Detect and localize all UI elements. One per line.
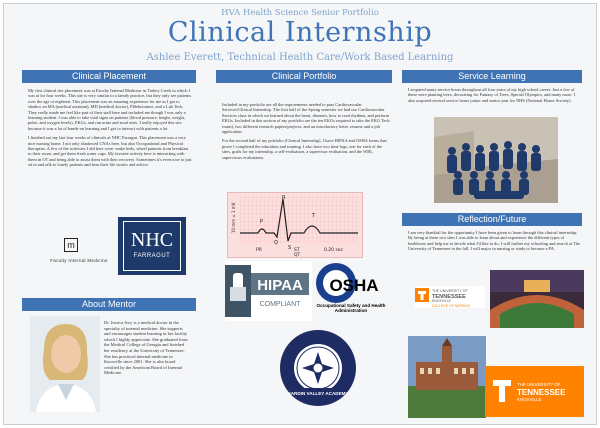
reflection-future-heading: Reflection/Future <box>402 213 582 226</box>
clinical-placement-text <box>28 88 192 212</box>
ut-bottom-name: TENNESSEE <box>517 388 566 397</box>
clinical-placement-paragraph-1: My first clinical site placement was at Faculty Internal Medicine in Turkey Creek in which I was at for four weeks. This site is very similar to a family practice, but they only see patients over the age of eighteen. This placement was an amazing experience for me as I got to shadow an MA (medical assistant), MD (medical doctor), Phlebotomist, and a Lab Tech. They really made me feel like part of their staff here and included me though I was only a learning student. I was able to take vital signs on patients (blood pressure, height, weight, pulse, and oxygen levels), EKGs, and run urine and stool tests. I really enjoyed this site because it was a lot of hands-on learning and I got to interact with patients a lot. <box>28 88 192 131</box>
ecg-y-axis-label: 10 mm = 1 mV <box>231 202 236 233</box>
ecg-label-p: P <box>260 219 264 225</box>
nhc-logo-subtext: FARRAGUT <box>133 253 171 259</box>
clinical-portfolio-text <box>222 102 390 192</box>
ut-logo-city: KNOXVILLE <box>432 299 451 303</box>
ecg-label-qt: QT <box>294 253 301 257</box>
ut-campus-photo-stadium <box>490 270 584 328</box>
reflection-future-text: I am very thankful for the opportunity I have been given to learn through this clinical internship. By being at these two sites I was able to learn about and experience the different types of healthcare and help me to decide what I'd like to do. I will further my schooling and search at The University of Tennessee in the fall. I will major in nursing or study to become a PA. <box>408 230 580 252</box>
clinical-portfolio-paragraph-2: For the second half of my portfolio (Clinical Internship), I have HIPAA and OSHA forms that prove I completed the education and training. I also have two time logs, one for each of the sites, goals for my internship, a self-evaluation, a supervisor evaluation, and the WBL supervisors evaluations. <box>222 138 387 160</box>
service-learning-group-photo <box>434 117 558 203</box>
poster-title: Clinical Internship <box>167 17 433 48</box>
clinical-portfolio-paragraph-1: Included in my portfolio are all the requirements needed to pass Cardiovascular Services/Clinical Internship. The first half of the Spring semester we had our Cardiovascular Services class in which we learned about the heart, diseases, how to read rhythms, and perform EKGs. Included in this section of my portfolio are the ten EKGs required to take the EKG Tech exam), two different research papers/projects, and an introductory letter, resume and a job application. <box>222 102 390 135</box>
university-of-tennessee-knoxville-logo <box>485 366 584 417</box>
service-learning-heading: Service Learning <box>402 70 582 83</box>
ut-logo-college: COLLEGE OF NURSING <box>432 304 471 308</box>
osha-logo-text: OSHA <box>329 276 379 295</box>
hipaa-logo-subtext: COMPLIANT <box>259 301 301 308</box>
mentor-photo <box>30 316 100 412</box>
faculty-internal-medicine-logo-text: Faculty Internal Medicine <box>50 258 108 263</box>
service-learning-text: I acquired many service hours throughout all four years of my high school career. Just a few of these were planting trees, decorating for Fantasy of Trees, Special Olympics, and many more. I also acquired several service hours junior and senior year for NHS (National Honor Society). <box>408 87 576 103</box>
ut-campus-photo-building <box>408 336 486 418</box>
ut-logo-the: THE UNIVERSITY OF <box>432 289 468 293</box>
ecg-label-q: Q <box>274 240 278 246</box>
osha-logo <box>314 261 386 321</box>
hipaa-compliant-logo <box>225 261 312 321</box>
ecg-label-r: R <box>282 195 286 201</box>
ut-logo-name: TENNESSEE <box>432 294 466 300</box>
clinical-placement-paragraph-2: I finished out my last four weeks of clinicals at NHC Farragut. This placement was a very nice nursing home. I not only shadowed CNAs here, but also Occupational and Physical therapists. A few of the activities I did here were: make beds, wheel patients from breakfast to their room, and get them fresh water cups. My favorite activity here is interacting with them in OT and being able to assist them with their recovery. Sometimes it's even nice to just sit in and talk to lonely patients and hear their life stories and advice. <box>28 135 192 168</box>
seal-text: HARDIN VALLEY ACADEMY <box>287 391 349 396</box>
about-mentor-heading: About Mentor <box>22 298 196 311</box>
hardin-valley-academy-seal <box>280 330 356 406</box>
ut-bottom-the: THE UNIVERSITY OF <box>517 382 561 387</box>
nhc-logo-text: NHC <box>130 229 174 251</box>
about-mentor-text: Dr. Jessica Ivey is a medical doctor in the specialty of internal medicine. She supports and encourages student learning in her facility which I highly appreciate. She graduated from the Medical College of Georgia and finished her residency at the University of Tennessee. She has practiced internal medicine in Knoxville since 2001. She is also board certified by the American Board of Internal Medicine. <box>104 320 188 376</box>
clinical-placement-heading: Clinical Placement <box>22 70 196 83</box>
ecg-label-time: 0.20 sec <box>324 248 344 253</box>
ut-bottom-city: KNOXVILLE <box>517 397 542 402</box>
ecg-diagram <box>227 192 363 258</box>
nhc-farragut-logo <box>118 217 186 275</box>
poster-subtitle: Ashlee Everett, Technical Health Care/Work Based Learning <box>146 52 454 63</box>
hipaa-logo-text: HIPAA <box>257 277 303 294</box>
poster-top-subtitle: HVA Health Science Senior Portfolio <box>221 8 379 18</box>
ecg-label-st: ST <box>294 248 300 253</box>
ecg-label-pr: PR <box>256 248 262 253</box>
ecg-label-s: S <box>288 245 292 251</box>
faculty-internal-medicine-logo-icon: m <box>64 238 78 252</box>
ecg-label-t: T <box>312 213 316 219</box>
osha-logo-subtext: Occupational Safety and Health Administration <box>316 303 386 314</box>
clinical-portfolio-heading: Clinical Portfolio <box>216 70 392 83</box>
poster <box>3 3 597 425</box>
ut-college-of-nursing-logo <box>415 286 485 308</box>
